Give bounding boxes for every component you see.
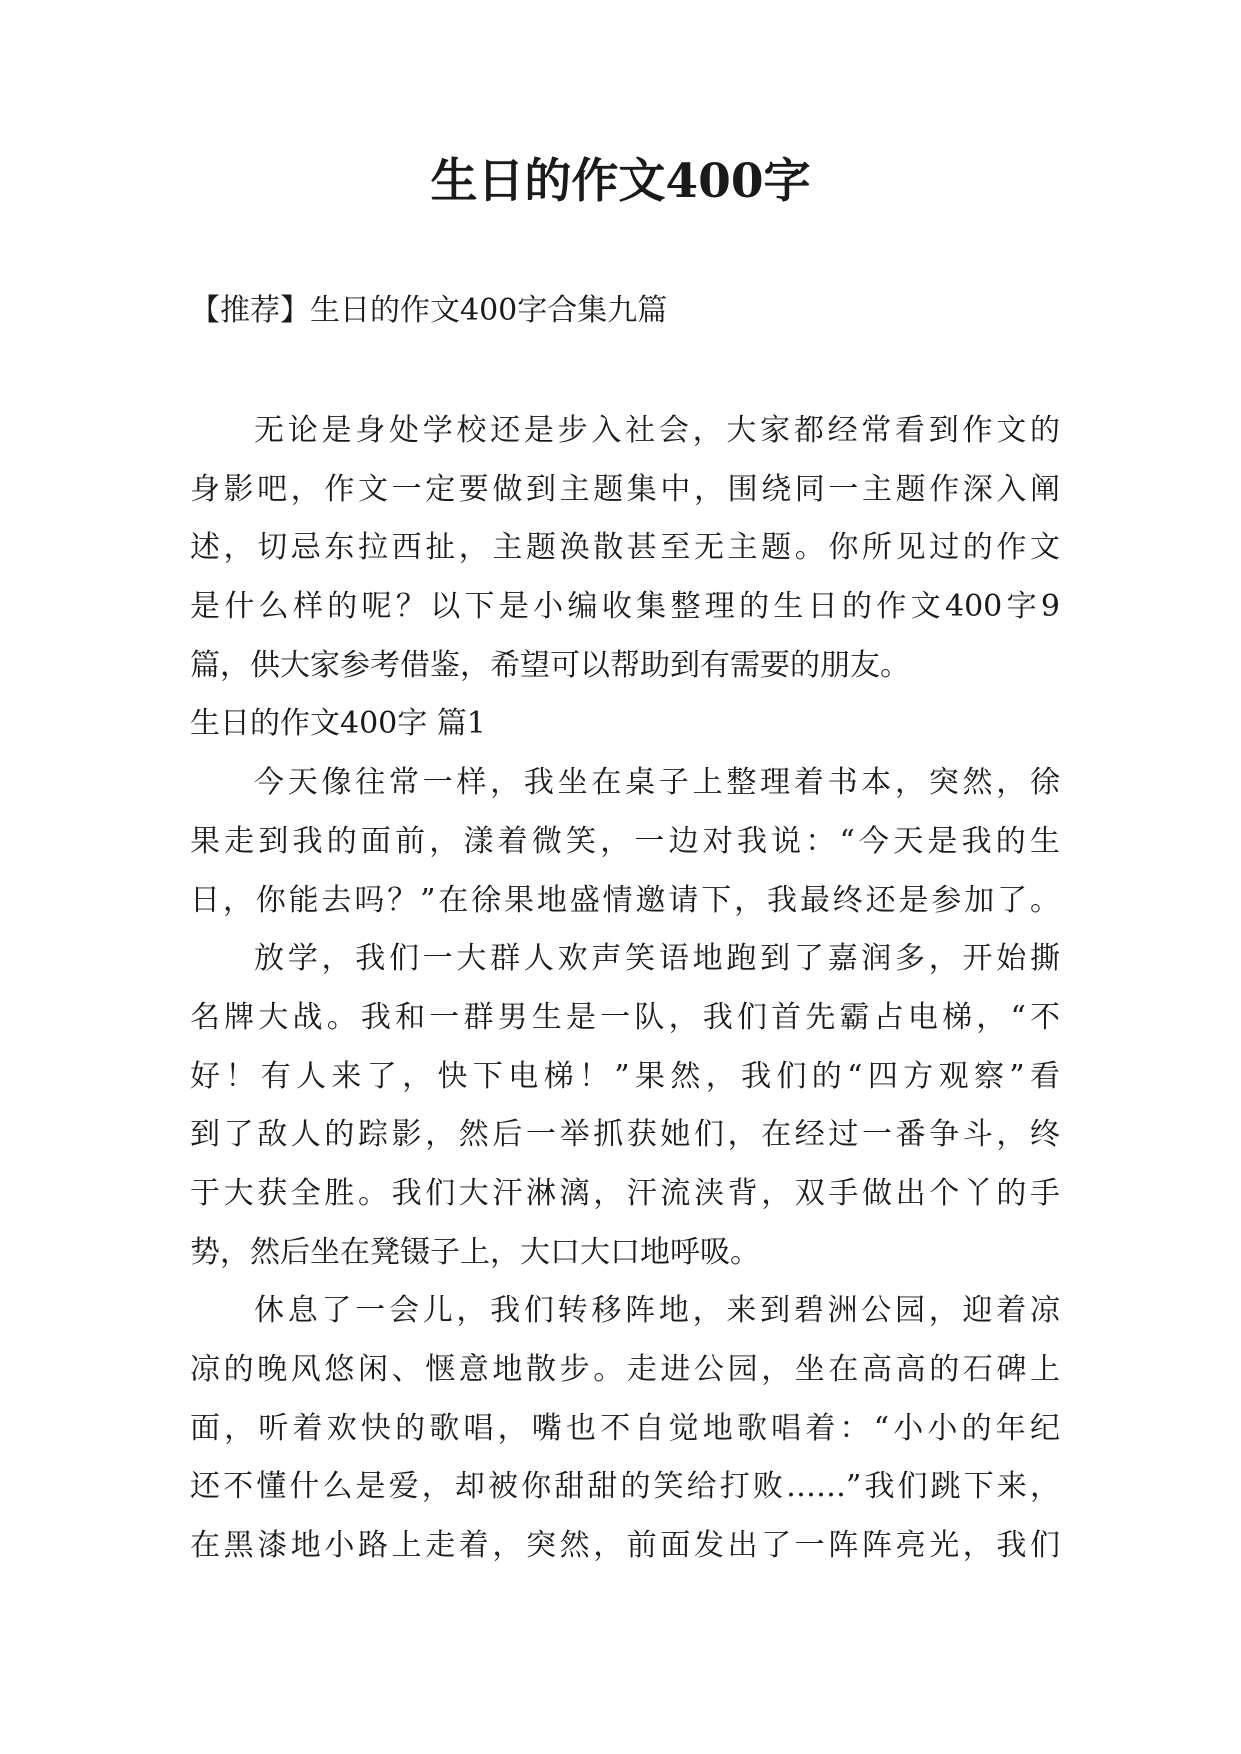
body-line: 于大获全胜。我们大汗淋漓，汗流浃背，双手做出个丫的手 [190, 1175, 1060, 1211]
body-line: 无论是身处学校还是步入社会，大家都经常看到作文的 [254, 413, 1060, 448]
document-title: 生日的作文400字 [430, 154, 811, 209]
body-line: 今天像往常一样，我坐在桌子上整理着书本，突然，徐 [254, 765, 1060, 801]
body-line: 述，切忌东拉西扯，主题涣散甚至无主题。你所见过的作文 [190, 530, 1060, 566]
body-line: 势，然后坐在凳镊子上，大口大口地呼吸。 [190, 1234, 760, 1270]
body-line: 到了敌人的踪影，然后一举抓获她们，在经过一番争斗，终 [190, 1117, 1060, 1153]
body-line: 好！有人来了，快下电梯！”果然，我们的“四方观察”看 [190, 1058, 1060, 1094]
body-line: 面，听着欢快的歌唱，嘴也不自觉地歌唱着：“小小的年纪 [190, 1410, 1060, 1446]
body-line: 日，你能去吗？”在徐果地盛情邀请下，我最终还是参加了。 [190, 882, 1060, 918]
document-subtitle: 【推荐】生日的作文400字合集九篇 [190, 293, 668, 328]
section-heading: 生日的作文400字 篇1 [190, 706, 486, 742]
body-line: 在黑漆地小路上走着，突然，前面发出了一阵阵亮光，我们 [190, 1528, 1060, 1564]
body-line: 篇，供大家参考借鉴，希望可以帮助到有需要的朋友。 [190, 647, 910, 683]
body-line: 放学，我们一大群人欢声笑语地跑到了嘉润多，开始撕 [254, 941, 1060, 977]
body-line: 是什么样的呢？以下是小编收集整理的生日的作文400字9 [190, 589, 1060, 625]
document-body [190, 402, 1060, 1576]
body-line: 身影吧，作文一定要做到主题集中，围绕同一主题作深入阐 [190, 471, 1060, 507]
body-line: 凉的晚风悠闲、惬意地散步。走进公园，坐在高高的石碑上 [190, 1352, 1060, 1387]
body-line: 休息了一会儿，我们转移阵地，来到碧洲公园，迎着凉 [254, 1293, 1060, 1329]
body-line: 名牌大战。我和一群男生是一队，我们首先霸占电梯，“不 [190, 999, 1060, 1035]
body-line: 果走到我的面前，漾着微笑，一边对我说：“今天是我的生 [190, 823, 1060, 859]
body-line: 还不懂什么是爱，却被你甜甜的笑给打败……”我们跳下来， [190, 1469, 1060, 1505]
